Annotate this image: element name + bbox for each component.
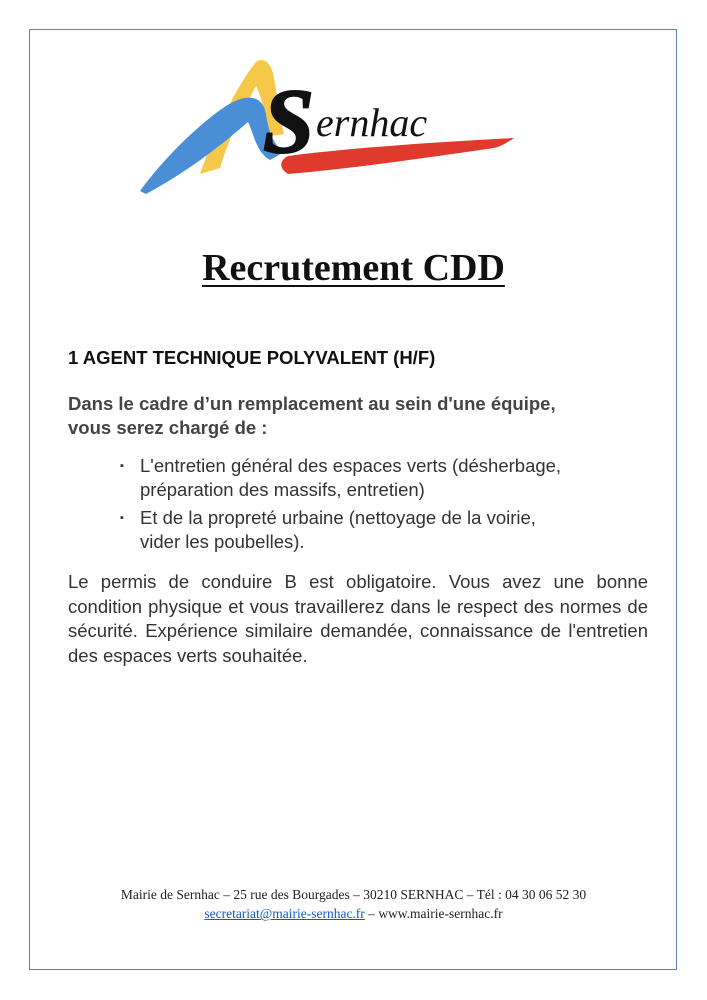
requirements-text: Le permis de conduire B est obligatoire. Vous avez une bonne condition physique et vous travaillerez dans le respect des normes de sécurité. Expérience similaire demandée, connaissance de l'entretien des espaces verts souhaitée.: [68, 571, 648, 666]
page-title: Recrutement CDD: [202, 247, 505, 289]
footer-contact: [0, 904, 707, 923]
intro-line-2: vous serez chargé de :: [68, 417, 268, 438]
duty-line: vider les poubelles).: [140, 531, 305, 552]
duty-line: Et de la propreté urbaine (nettoyage de la voirie,: [140, 507, 536, 528]
list-item: [120, 454, 640, 502]
svg-text:S: S: [263, 70, 315, 172]
job-title: 1 AGENT TECHNIQUE POLYVALENT (H/F): [68, 347, 436, 368]
logo-text: ernhac: [316, 100, 428, 145]
list-item: [120, 506, 640, 554]
duty-line: L'entretien général des espaces verts (désherbage,: [140, 455, 562, 476]
intro-text: [68, 392, 658, 440]
bullet-icon: ▪: [120, 460, 124, 472]
footer-separator: –: [368, 906, 375, 921]
email-link[interactable]: secretariat@mairie-sernhac.fr: [204, 906, 365, 921]
sernhac-logo: [138, 56, 518, 196]
duties-list: [120, 454, 640, 558]
bullet-icon: ▪: [120, 512, 124, 524]
website-text: www.mairie-sernhac.fr: [378, 906, 503, 921]
footer-address: Mairie de Sernhac – 25 rue des Bourgades – 30210 SERNHAC – Tél : 04 30 06 52 30: [120, 887, 587, 902]
footer: [0, 885, 707, 923]
duty-line: préparation des massifs, entretien): [140, 479, 425, 500]
intro-line-1: Dans le cadre d’un remplacement au sein d'une équipe,: [68, 393, 556, 414]
